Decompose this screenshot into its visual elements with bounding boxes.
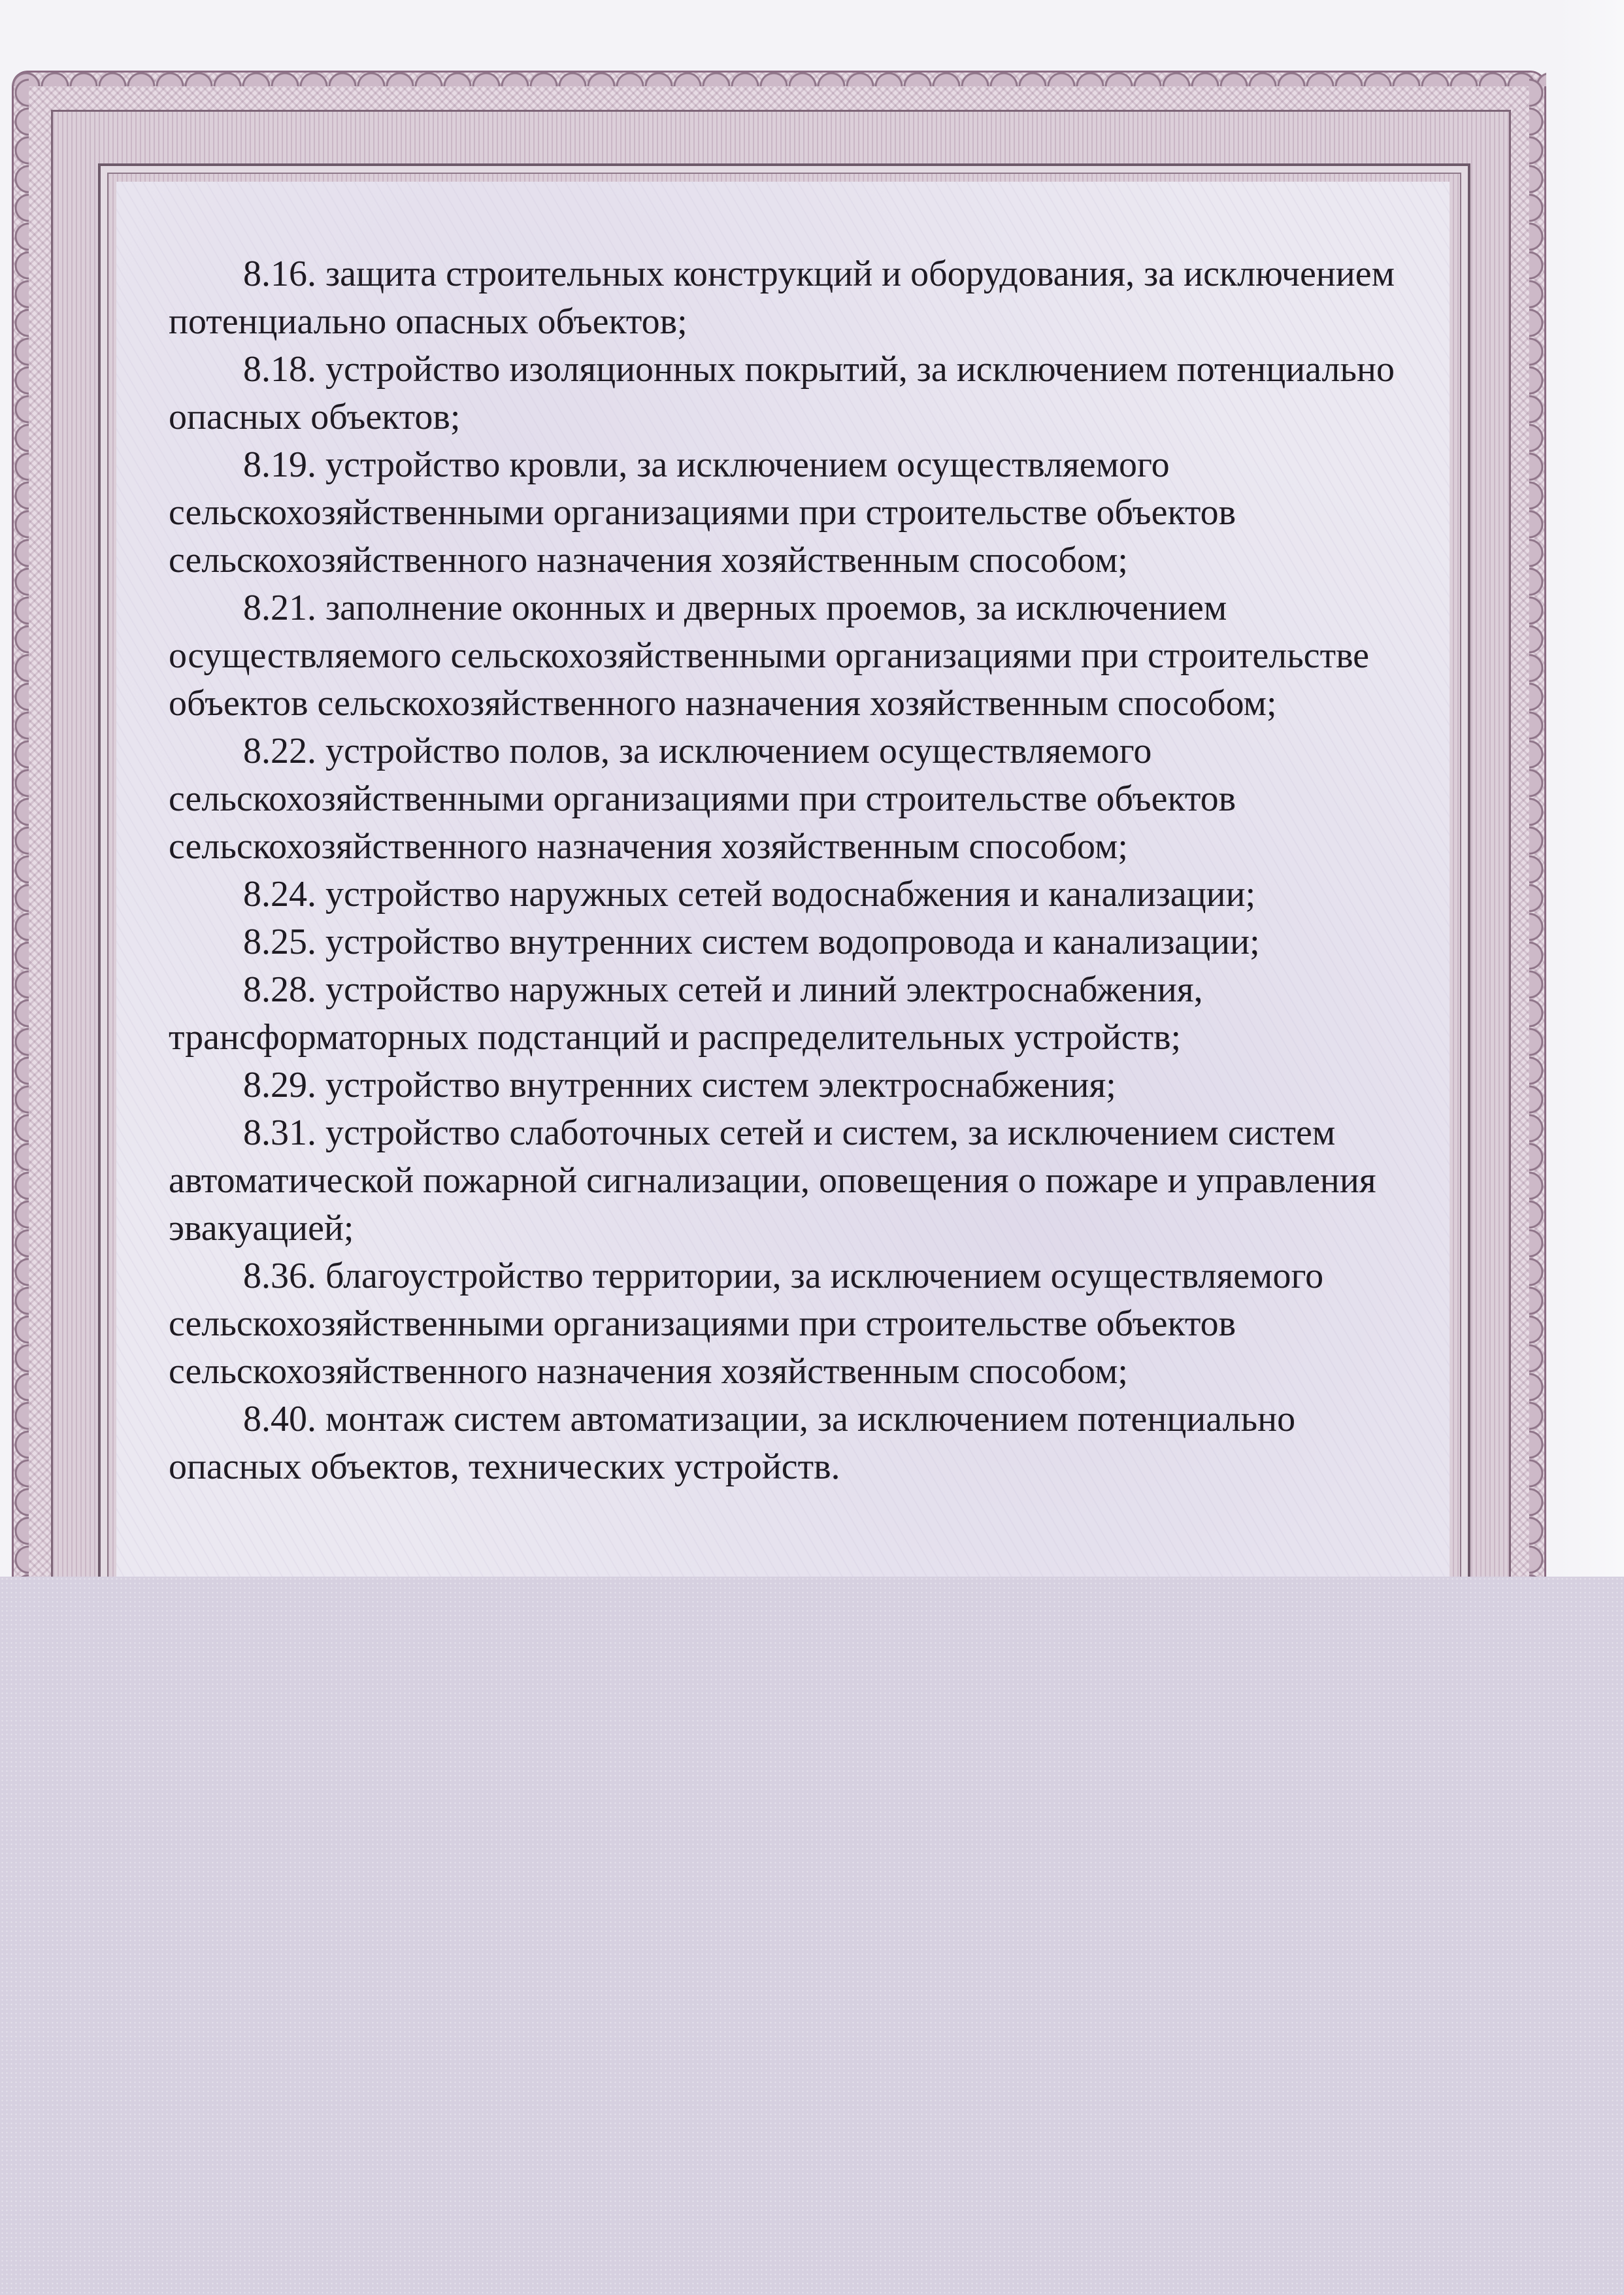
scan-blank-area (0, 1577, 1624, 2295)
activity-item: 8.18. устройство изоляционных покрытий, за исключением потенциально опасных объектов; (169, 349, 1395, 437)
frame-scallop-right (1529, 78, 1555, 1647)
frame-scallop-left (3, 78, 29, 1647)
license-activities-list (169, 250, 1410, 1491)
activity-item: 8.29. устройство внутренних систем электроснабжения; (243, 1065, 1116, 1105)
activity-item: 8.36. благоустройство территории, за исключением осуществляемого сельскохозяйственными организациями при строительстве объектов сельскохозяйственного назначения хозяйственным способом; (169, 1256, 1324, 1392)
activity-item: 8.22. устройство полов, за исключением осуществляемого сельскохозяйственными организациями при строительстве объектов сельскохозяйственного назначения хозяйственным способом; (169, 731, 1236, 867)
activity-item: 8.21. заполнение оконных и дверных проемов, за исключением осуществляемого сельскохозяйственными организациями при строительстве объектов сельскохозяйственного назначения хозяйственным способом; (169, 588, 1370, 724)
activity-item: 8.16. защита строительных конструкций и оборудования, за исключением потенциально опасных объектов; (169, 254, 1395, 342)
activity-item: 8.31. устройство слаботочных сетей и систем, за исключением систем автоматической пожарной сигнализации, оповещения о пожаре и управления эвакуацией; (169, 1113, 1376, 1248)
activity-item: 8.40. монтаж систем автоматизации, за исключением потенциально опасных объектов, технических устройств. (169, 1399, 1296, 1487)
activity-item: 8.25. устройство внутренних систем водопровода и канализации; (243, 922, 1260, 962)
page-margin (1559, 0, 1624, 1577)
activity-item: 8.19. устройство кровли, за исключением осуществляемого сельскохозяйственными организациями при строительстве объектов сельскохозяйственного назначения хозяйственным способом; (169, 444, 1236, 580)
activity-item: 8.28. устройство наружных сетей и линий электроснабжения, трансформаторных подстанций и распределительных устройств; (169, 969, 1203, 1058)
frame-scallop-top (12, 60, 1546, 86)
activity-item: 8.24. устройство наружных сетей водоснабжения и канализации; (243, 874, 1256, 914)
